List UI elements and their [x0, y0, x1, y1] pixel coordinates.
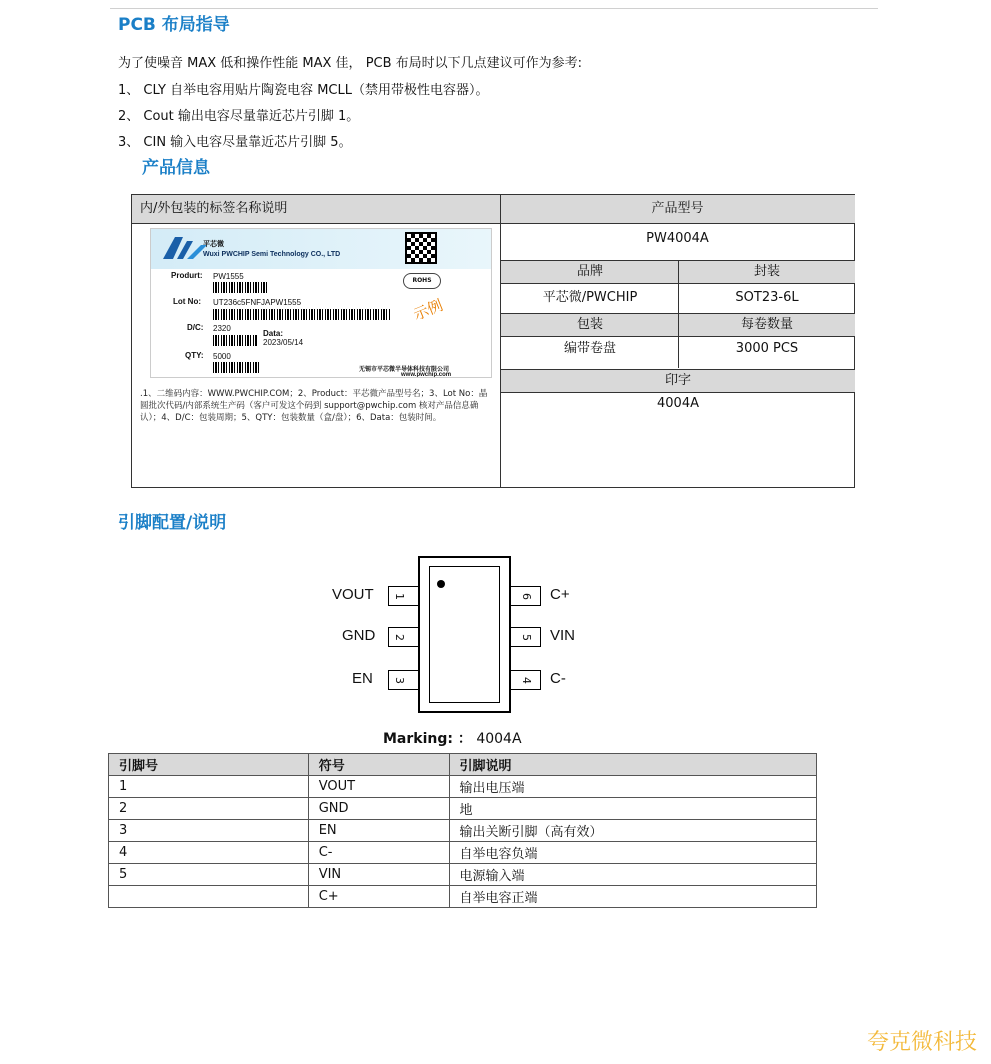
top-divider — [110, 8, 878, 9]
marking-value: 4004A — [657, 396, 699, 411]
brand-value: 平芯微/PWCHIP — [542, 290, 638, 305]
pcb-title: PCB 布局指导 — [118, 15, 230, 35]
table-row — [109, 776, 817, 798]
model-header: 产品型号 — [500, 195, 855, 223]
barcode — [213, 282, 269, 293]
cell: 5 — [109, 864, 309, 886]
pin-label-cminus: C- — [550, 670, 566, 687]
cell: 2 — [109, 798, 309, 820]
cell: 电源输入端 — [449, 864, 816, 886]
brand-header: 品牌 — [501, 261, 679, 283]
cell: 自举电容正端 — [449, 886, 816, 908]
pin-label-cplus: C+ — [550, 586, 570, 603]
qty-header: 每卷数量 — [679, 314, 855, 336]
model-value: PW4004A — [646, 231, 709, 246]
cell: 输出电压端 — [449, 776, 816, 798]
package-header: 封装 — [679, 261, 855, 283]
marking-header: 印字 — [501, 370, 855, 392]
product-title: 产品信息 — [142, 158, 210, 178]
packing-value: 编带卷盘 — [563, 341, 616, 356]
label-data-value: 2023/05/14 — [263, 338, 304, 347]
header-symbol: 符号 — [308, 754, 449, 776]
cell: 4 — [109, 842, 309, 864]
marking-text: 4004A — [476, 731, 522, 747]
pin-number: 1 — [393, 593, 406, 600]
pin-number: 6 — [520, 593, 533, 600]
pin-number: 2 — [393, 634, 406, 641]
pin-table-header — [109, 754, 817, 776]
pin-number: 4 — [520, 677, 533, 684]
header-pin-no: 引脚号 — [109, 754, 309, 776]
pins-title: 引脚配置/说明 — [118, 513, 227, 533]
marking-label: Marking: ： — [383, 731, 472, 747]
label-brand-cn: 平芯微 — [203, 241, 224, 248]
label-produrt: Produrt: — [171, 271, 203, 280]
barcode — [213, 335, 257, 346]
packing-header: 包装 — [501, 314, 679, 336]
cell: C+ — [308, 886, 449, 908]
sample-stamp: 示例 — [410, 295, 446, 324]
barcode — [213, 362, 261, 373]
watermark: 夸克微科技 — [866, 1030, 977, 1055]
pin-label-en: EN — [352, 670, 373, 687]
label-data: Data: — [263, 329, 284, 338]
label-dc: D/C: — [187, 323, 204, 332]
cell: 自举电容负端 — [449, 842, 816, 864]
cell: VOUT — [308, 776, 449, 798]
table-row — [109, 842, 817, 864]
cell: 3 — [109, 820, 309, 842]
label-note: .1、二维码内容：WWW.PWCHIP.COM；2、Product：平芯微产品型号名；3、Lot No：晶圆批次代码/内部系统生产码（客户可发这个码到 support@pwchip.com 核对产品信息确认）；4、D/C：包装周期；5、QTY：包装数量（盒/盘）；6、Data：包装时间。 — [140, 389, 488, 423]
table-row — [109, 886, 817, 908]
cell: GND — [308, 798, 449, 820]
label-company-en: Wuxi PWCHIP Semi Technology CO., LTD — [203, 251, 341, 258]
label-header: 内/外包装的标签名称说明 — [132, 195, 500, 223]
barcode — [213, 309, 391, 320]
pcb-item-1: 1、 CLY 自举电容用贴片陶瓷电容 MCLL（禁用带极性电容器）。 — [118, 83, 489, 98]
pin-number: 3 — [393, 677, 406, 684]
cell: VIN — [308, 864, 449, 886]
cell — [109, 886, 309, 908]
pcb-item-3: 3、 CIN 输入电容尽量靠近芯片引脚 5。 — [118, 135, 352, 150]
qr-code — [405, 232, 437, 264]
pin-label-gnd: GND — [342, 627, 376, 644]
cell: C- — [308, 842, 449, 864]
label-website: www.pwchip.com — [401, 372, 452, 378]
pin-number: 5 — [520, 634, 533, 641]
pin-label-vin: VIN — [550, 627, 576, 644]
header-description: 引脚说明 — [449, 754, 816, 776]
pin1-dot — [437, 580, 445, 588]
table-row — [109, 798, 817, 820]
label-produrt-value: PW1555 — [213, 272, 244, 281]
package-label-sample — [150, 228, 492, 378]
label-dc-value: 2320 — [213, 324, 231, 333]
label-qty: QTY: — [185, 351, 204, 360]
label-company-cn: 无锡市平芯微半导体科技有限公司 — [359, 367, 450, 373]
cell: 1 — [109, 776, 309, 798]
pcb-intro: 为了使噪音 MAX 低和操作性能 MAX 佳， PCB 布局时以下几点建议可作为参考: — [118, 56, 583, 71]
label-qty-value: 5000 — [213, 352, 231, 361]
rohs-badge: ROHS — [403, 273, 441, 289]
cell: EN — [308, 820, 449, 842]
cell: 输出关断引脚（高有效） — [449, 820, 816, 842]
cell: 地 — [449, 798, 816, 820]
qty-value: 3000 PCS — [735, 341, 799, 356]
label-lot-value: UT236c5FNFJAPW1555 — [213, 298, 302, 307]
pcb-item-2: 2、 Cout 输出电容尽量靠近芯片引脚 1。 — [118, 109, 360, 124]
pin-table — [108, 753, 817, 908]
package-value: SOT23-6L — [735, 290, 799, 305]
table-row — [109, 820, 817, 842]
pin-label-vout: VOUT — [332, 586, 374, 603]
pwchip-logo-icon — [161, 235, 209, 261]
table-row — [109, 864, 817, 886]
label-lot: Lot No: — [173, 297, 201, 306]
